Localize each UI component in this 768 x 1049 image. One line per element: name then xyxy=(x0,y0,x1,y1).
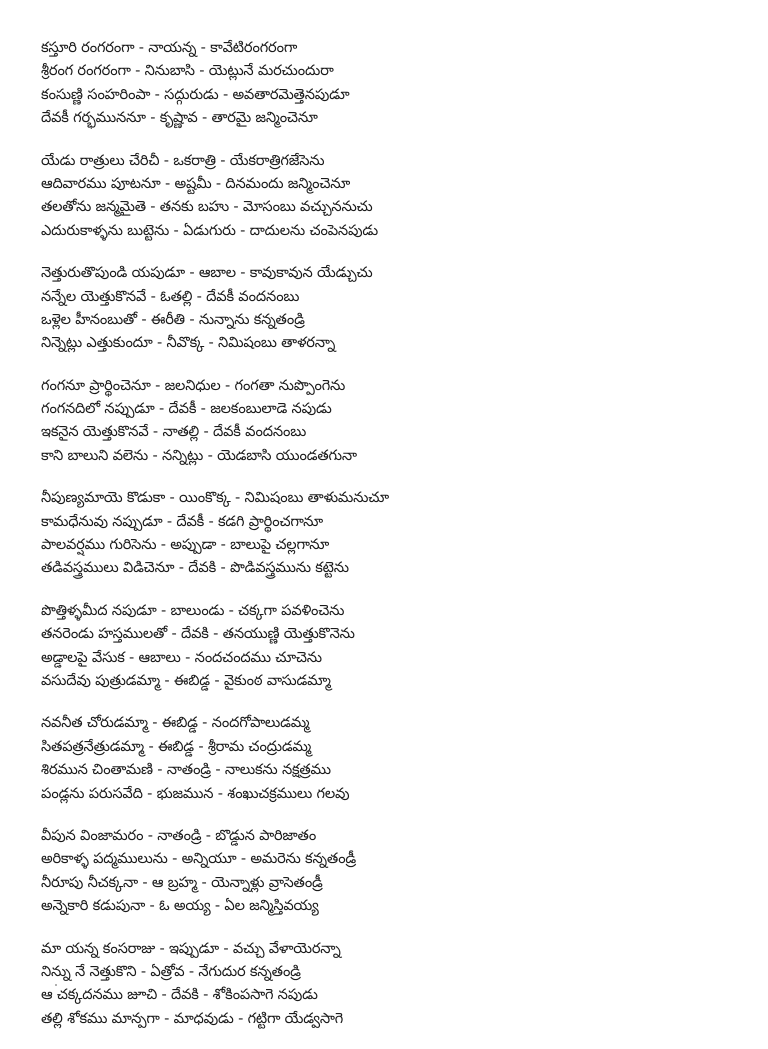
lyric-line: అరికాళ్ళ పద్మములును - అన్నియూ - అమరెను కన్నతండ్రీ xyxy=(41,850,357,868)
lyric-line: అడ్డాలపై వేసుక - ఆబాలు - నందచందము చూచెను xyxy=(41,648,322,666)
lyric-line: నెత్తురుతొపుండి యపుడూ - ఆబాల - కావుకావున యేడ్చుచు xyxy=(41,264,373,282)
stanza-1 xyxy=(41,36,741,130)
lyric-line: వసుదేవు పుత్రుడమ్మా - ఈబిడ్డ - వైకుంఠ వాసుడమ్మా xyxy=(41,671,331,689)
lyric-line: యేడు రాత్రులు చేరిచీ - ఒకరాత్రి - యేకరాత్రిగజేసెను xyxy=(41,151,325,169)
lyric-line: ఒళ్లెల హీనంబుతో - ఈరీతి - నున్నాను కన్నతండ్రి xyxy=(41,310,305,328)
stanza-6 xyxy=(41,599,741,693)
lyric-line: నీరూపు నీచక్కనా - ఆ బ్రహ్మ - యెన్నాళ్లు వ్రాసెతండ్రీ xyxy=(41,873,323,891)
lyric-line: కంసుణ్ణి సంహరింపా - సద్గురుడు - అవతారమెత్తెనపుడూ xyxy=(41,85,350,103)
lyric-line: ఇకనైన యెత్తుకొనవే - నాతల్లి - దేవకీ వందనంబు xyxy=(41,423,307,441)
lyric-line: దేవకీ గర్భముననూ - కృష్ణావ - తారమై జన్మించెనూ xyxy=(41,109,318,127)
lyric-line: గంగనదిలో నప్పుడూ - దేవకీ - జలకంబులాడె నపుడు xyxy=(41,400,332,418)
lyric-line: కస్తూరి రంగరంగా - నాయన్న - కావేటిరంగరంగా xyxy=(41,39,298,56)
lyric-line: గంగనూ ప్రార్థించెనూ - జలనిధుల - గంగతా నుప్పొంగెను xyxy=(41,376,346,394)
stanza-9 xyxy=(41,937,741,1031)
lyric-line: నిన్ను నే నెత్తుకొని - ఏత్రోవ - నేగుదుర కన్నతండ్రి xyxy=(41,962,301,980)
lyric-line: కామధేనువు నప్పుడూ - దేవకీ - కడగి ప్రార్థించగానూ xyxy=(41,512,323,530)
lyric-line: పండ్లను పరుసవేది - భుజమున - శంఖుచక్రములు గలవు xyxy=(41,784,350,802)
stanza-4 xyxy=(41,374,741,468)
lyric-line: అన్నెకారి కడుపునా - ఓ అయ్య - ఏల జన్మిస్తివయ్య xyxy=(41,897,319,915)
lyric-line: ఆదివారము పూటనూ - అష్టమీ - దినమందు జన్మించెనూ xyxy=(41,174,351,192)
lyric-line: పాలవర్షము గురిసెను - అప్పుడా - బాలుపై చల్లగానూ xyxy=(41,536,330,554)
stanza-7 xyxy=(41,711,741,805)
lyric-line: పొత్తిళ్ళమీద నపుడూ - బాలుండు - చక్కగా పవళించెను xyxy=(41,601,345,619)
lyric-line: వీపున వింజామరం - నాతండ్రి - బొడ్డున పారిజాతం xyxy=(41,826,317,844)
lyric-line: నన్నేల యెత్తుకొనవే - ఓతల్లి - దేవకీ వందనంబు xyxy=(41,287,300,305)
stray-dot xyxy=(55,984,57,986)
lyric-line: ఎదురుకాళ్ళను బుట్టెను - ఏడుగురు - దాదులను చంపెనపుడు xyxy=(41,221,378,239)
lyric-line: సితపత్రనేత్రుడమ్మా - ఈబిడ్డ - శ్రీరామ చంద్రుడమ్మ xyxy=(41,737,312,755)
lyric-line: తడివస్త్రములు విడిచెనూ - దేవకి - పొడివస్త్రమును కట్టెను xyxy=(41,559,349,577)
stanza-8 xyxy=(41,824,741,918)
stanza-5 xyxy=(41,486,741,580)
lyric-line: శ్రీరంగ రంగరంగా - నినుబాసి - యెట్లునే మరచుందురా xyxy=(41,62,334,80)
lyric-line: తల్లి శోకము మాన్పగా - మాధవుడు - గట్టిగా యేడ్వసాగె xyxy=(41,1009,344,1027)
lyric-line: మా యన్న కంసరాజు - ఇప్పుడూ - వచ్చు వేళాయెరన్నా xyxy=(41,939,341,957)
lyric-line: నిన్నెట్లు ఎత్తుకుందూ - నీవొక్క - నిమిషంబు తాళరన్నా xyxy=(41,334,336,352)
lyric-line: నవనీత చోరుడమ్మా - ఈబిడ్డ - నందగోపాలుడమ్మ xyxy=(41,714,310,732)
stanza-3 xyxy=(41,261,741,355)
lyric-line: కాని బాలుని వలెను - నన్నిట్లు - యెడబాసి యుండతగునా xyxy=(41,446,357,464)
lyric-line: తనరెండు హస్తములతో - దేవకి - తనయుణ్ణి యెత్తుకొనెను xyxy=(41,625,355,643)
lyric-line: ఆ చక్కదనము జూచి - దేవకి - శోకింపసాగె నపుడు xyxy=(41,986,318,1004)
lyric-line: తలతోను జన్మమైతె - తనకు బహు - మోసంబు వచ్చుననుచు xyxy=(41,198,373,216)
song-lyrics-page xyxy=(41,36,741,1049)
lyric-line: శిరమున చింతామణి - నాతండ్రి - నాలుకను నక్షత్రము xyxy=(41,761,331,779)
lyric-line: నీపుణ్యమాయె కొడుకా - యింకొక్క - నిమిషంబు తాళుమనుచూ xyxy=(41,489,389,507)
stanza-2 xyxy=(41,149,741,243)
